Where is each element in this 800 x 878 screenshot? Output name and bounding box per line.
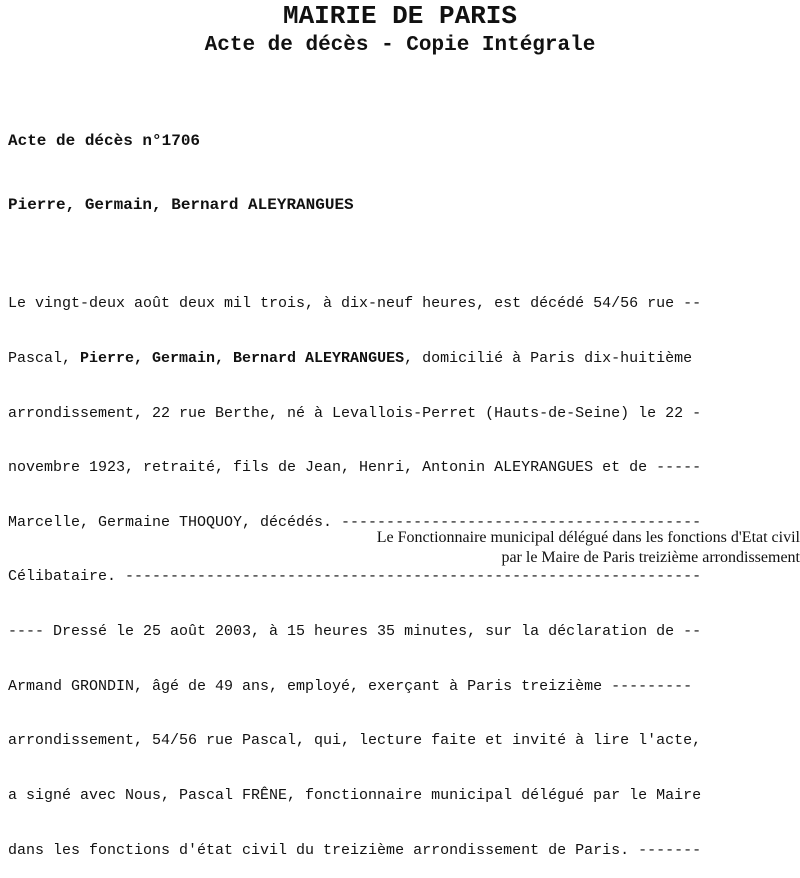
body-name-bold: Pierre, Germain, Bernard ALEYRANGUES (80, 350, 405, 368)
body-line: dans les fonctions d'état civil du treizième arrondissement de Paris. ------- (8, 841, 702, 859)
body-line: a signé avec Nous, Pascal FRÊNE, fonctionnaire municipal délégué par le Maire (8, 786, 702, 804)
body-text-segment: , domicilié à Paris dix-huitième (404, 350, 693, 368)
document-title: MAIRIE DE PARIS (282, 1, 518, 31)
document-header (0, 0, 800, 59)
signature-block (377, 528, 800, 568)
body-text-segment: Pascal, (8, 350, 81, 368)
signature-line: Le Fonctionnaire municipal délégué dans les fonctions d'Etat civil (376, 529, 800, 546)
body-line: arrondissement, 54/56 rue Pascal, qui, lecture faite et invité à lire l'acte, (8, 732, 702, 750)
body-line (8, 350, 798, 368)
act-number: Acte de décès n°1706 (8, 132, 201, 150)
signature-line: par le Maire de Paris treizième arrondissement (501, 549, 800, 566)
body-line: Armand GRONDIN, âgé de 49 ans, employé, exerçant à Paris treizième --------- (8, 677, 693, 695)
body-line: Le vingt-deux août deux mil trois, à dix-neuf heures, est décédé 54/56 rue -- (8, 295, 702, 313)
body-line: novembre 1923, retraité, fils de Jean, Henri, Antonin ALEYRANGUES et de ----- (8, 459, 702, 477)
body-line: arrondissement, 22 rue Berthe, né à Levallois-Perret (Hauts-de-Seine) le 22 - (8, 404, 702, 422)
act-body (8, 259, 798, 878)
document-subtitle: Acte de décès - Copie Intégrale (204, 34, 596, 57)
body-line: Célibataire. ---------------------------------------------------------------- (8, 568, 702, 586)
deceased-name: Pierre, Germain, Bernard ALEYRANGUES (8, 196, 354, 214)
body-line: ---- Dressé le 25 août 2003, à 15 heures 35 minutes, sur la déclaration de -- (8, 623, 702, 641)
body-line: Marcelle, Germaine THOQUOY, décédés. ---------------------------------------- (8, 513, 702, 531)
